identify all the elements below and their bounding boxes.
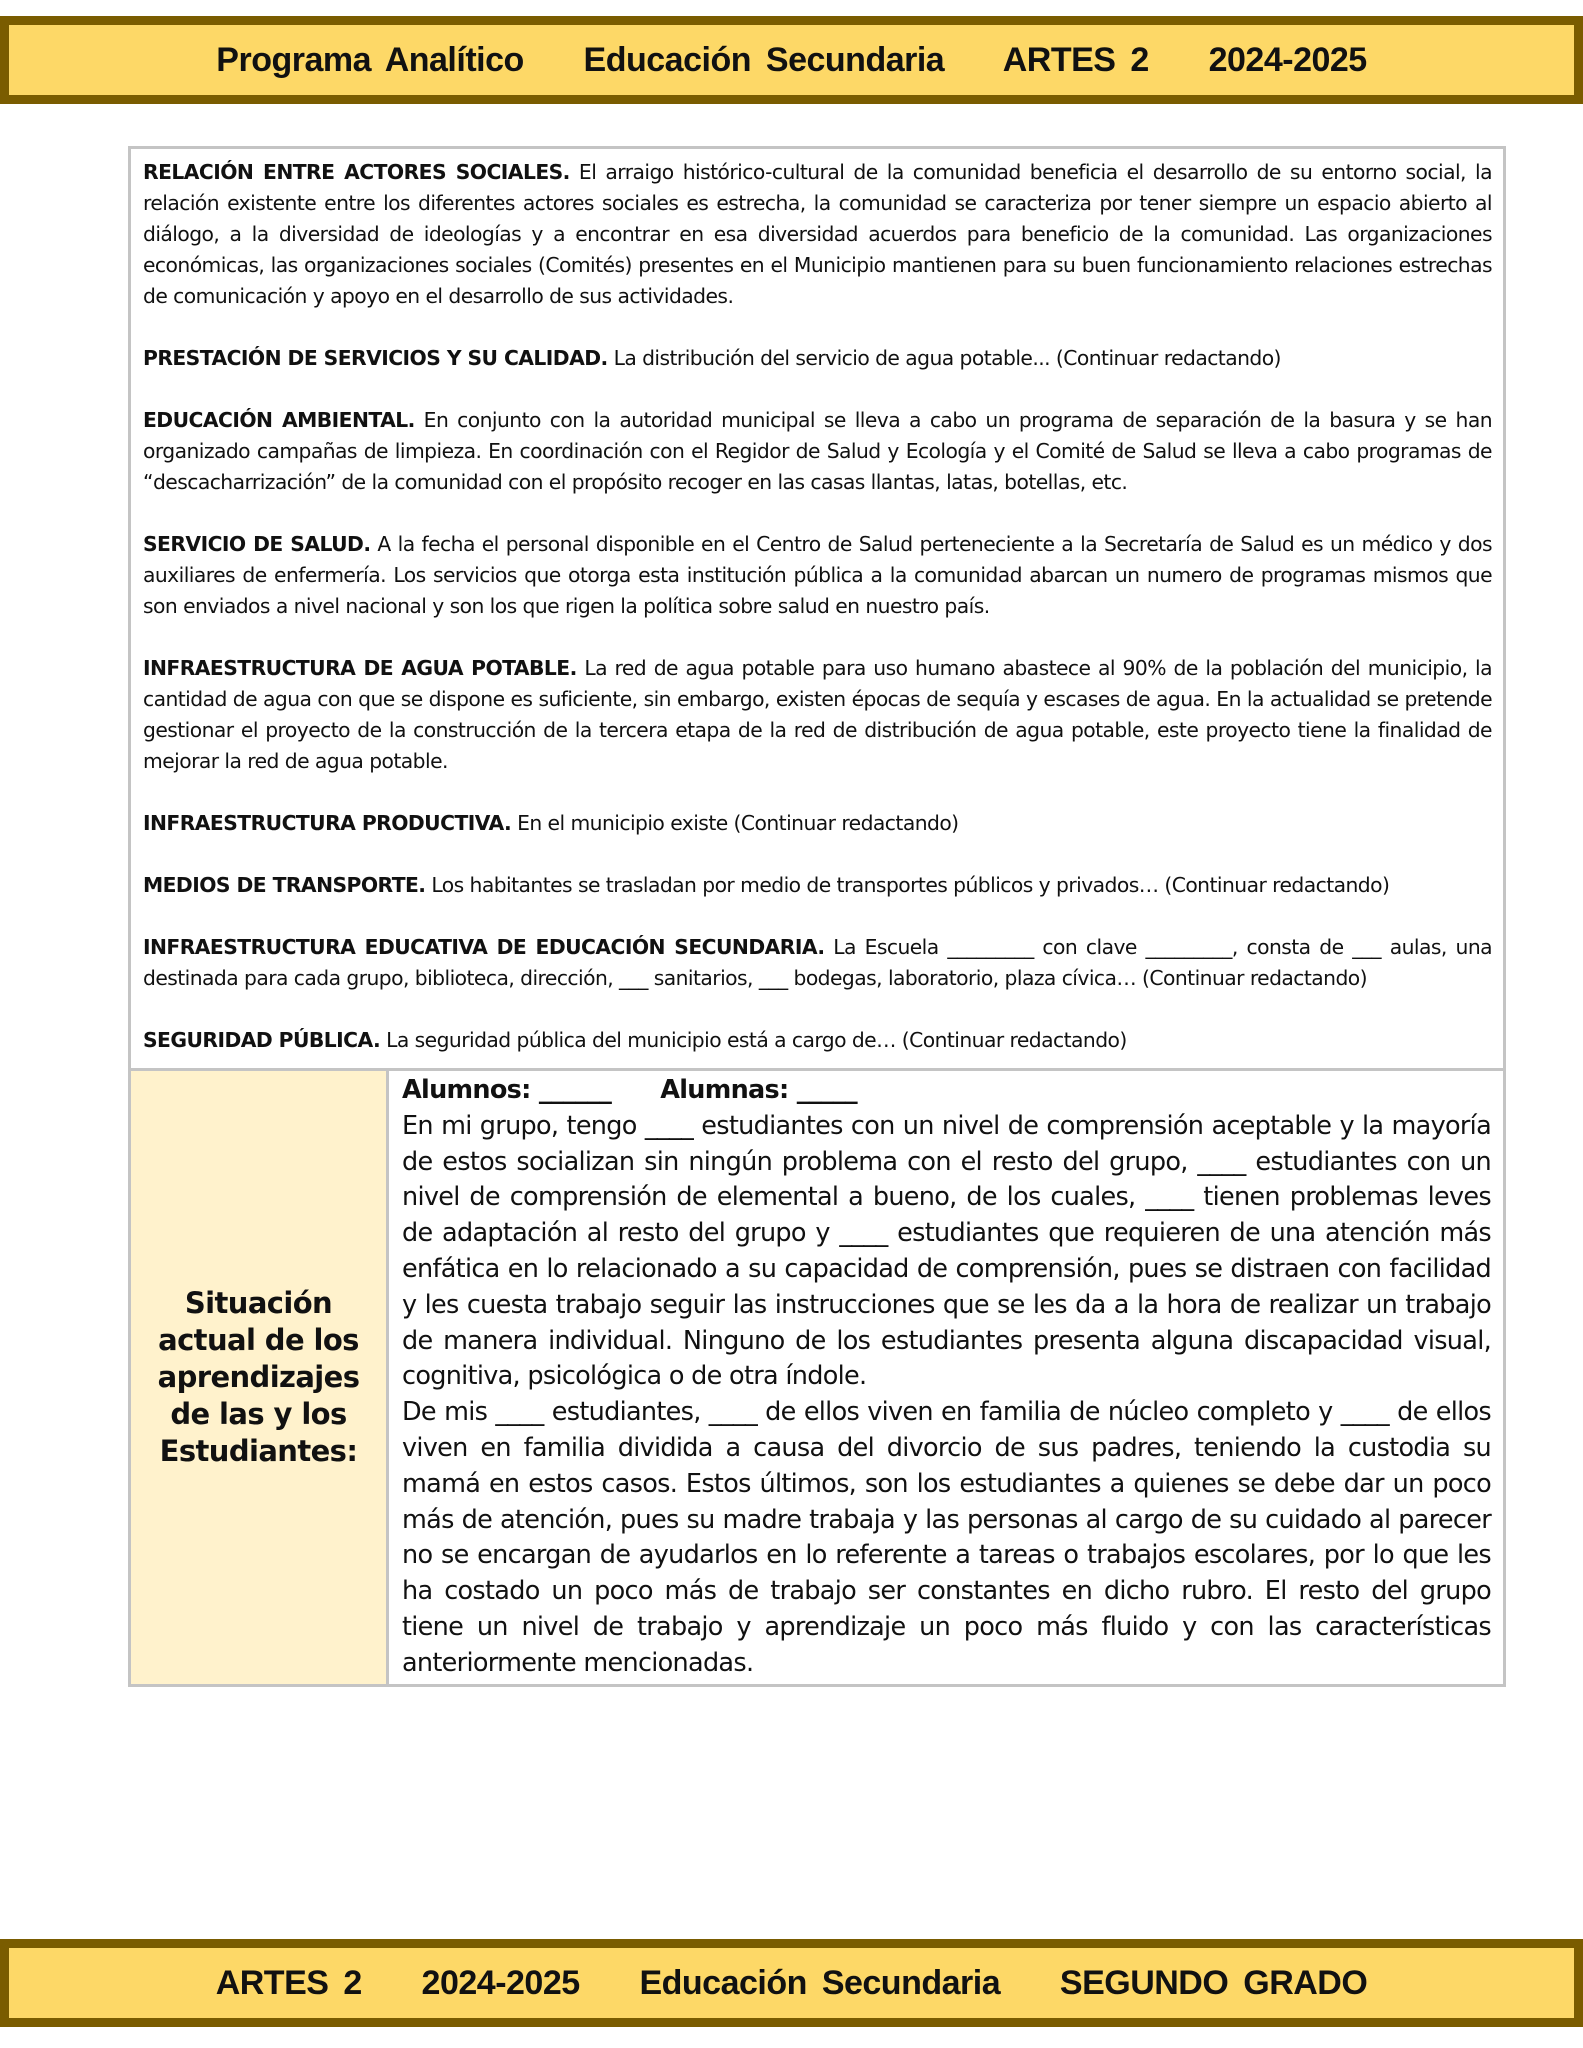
section-text: A la fecha el personal disponible en el Centro de Salud perteneciente a la Secretaría de Salud es un médico y dos auxiliares de enfermería. Los servicios que otorga esta institución pública a la comunidad abarcan un numero de programas mismos que son enviados a nivel nacional y son los que rigen la política sobre salud en nuestro país. — [143, 532, 1492, 618]
section-text: Los habitantes se trasladan por medio de transportes públicos y privados… (Continuar redactando) — [425, 873, 1390, 897]
footer-title: ARTES 2 2024-2025 Educación Secundaria SEGUNDO GRADO — [215, 1963, 1368, 2002]
section-text: La seguridad pública del municipio está a cargo de… (Continuar redactando) — [380, 1028, 1127, 1052]
section-text: En el municipio existe (Continuar redactando) — [511, 811, 959, 835]
section-heading: SEGURIDAD PÚBLICA. — [143, 1028, 381, 1052]
section-productive-infrastructure — [143, 808, 1492, 839]
content-table — [128, 146, 1506, 1687]
section-text: La red de agua potable para uso humano abastece al 90% de la población del municipio, la cantidad de agua con que se dispone es suficiente, sin embargo, existen épocas de sequía y escases de agua. En la actualidad se pretende gestionar el proyecto de la construcción de la tercera etapa de la red de distribución de agua potable, este proyecto tiene la finalidad de mejorar la red de agua potable. — [143, 656, 1492, 773]
section-environmental-education — [143, 405, 1492, 498]
student-counts: Alumnos: ______ Alumnas: _____ — [402, 1075, 857, 1105]
section-heading: MEDIOS DE TRANSPORTE. — [143, 873, 426, 897]
students-paragraph-family: De mis ____ estudiantes, ____ de ellos viven en familia de núcleo completo y ____ de ellos viven en familia dividida a causa del divorcio de sus padres, teniendo la custodia su mamá en estos casos. Estos últimos, son los estudiantes a quienes se debe dar un poco más de atención, pues su madre trabaja y las personas al cargo de su cuidado al parecer no se encargan de ayudarlos en lo referente a tareas o trabajos escolares, por lo que les ha costado un poco más de trabajo ser constantes en dicho rubro. El resto del grupo tiene un nivel de trabajo y aprendizaje un poco más fluido y con las características anteriormente mencionadas. — [402, 1397, 1491, 1678]
students-row — [131, 1071, 1503, 1684]
section-text: En conjunto con la autoridad municipal se lleva a cabo un programa de separación de la basura y se han organizado campañas de limpieza. En coordinación con el Regidor de Salud y Ecología y el Comité de Salud se lleva a cabo programas de “descacharrización” de la comunidad con el propósito recoger en las casas llantas, latas, botellas, etc. — [143, 408, 1492, 494]
students-label-cell — [131, 1071, 389, 1684]
section-heading: INFRAESTRUCTURA EDUCATIVA DE EDUCACIÓN SECUNDARIA. — [143, 935, 825, 959]
section-educational-infrastructure — [143, 932, 1492, 994]
section-health-service — [143, 529, 1492, 622]
header-banner — [0, 16, 1583, 104]
section-public-security — [143, 1025, 1492, 1056]
section-text: La distribución del servicio de agua potable... (Continuar redactando) — [607, 346, 1281, 370]
header-title: Programa Analítico Educación Secundaria ARTES 2 2024-2025 — [216, 40, 1367, 79]
section-heading: INFRAESTRUCTURA DE AGUA POTABLE. — [143, 656, 577, 680]
students-description-cell — [389, 1071, 1503, 1684]
section-water-infrastructure — [143, 653, 1492, 777]
footer-banner — [0, 1939, 1583, 2027]
context-cell — [131, 149, 1503, 1071]
section-text: El arraigo histórico-cultural de la comunidad beneficia el desarrollo de su entorno social, la relación existente entre los diferentes actores sociales es estrecha, la comunidad se caracteriza por tener siempre un espacio abierto al diálogo, a la diversidad de ideologías y a encontrar en esa diversidad acuerdos para beneficio de la comunidad. Las organizaciones económicas, las organizaciones sociales (Comités) presentes en el Municipio mantienen para su buen funcionamiento relaciones estrechas de comunicación y apoyo en el desarrollo de sus actividades. — [143, 160, 1493, 308]
section-heading: PRESTACIÓN DE SERVICIOS Y SU CALIDAD. — [143, 346, 608, 370]
section-heading: RELACIÓN ENTRE ACTORES SOCIALES. — [143, 160, 570, 184]
section-heading: SERVICIO DE SALUD. — [143, 532, 371, 556]
section-text: La Escuela _________ con clave _________, consta de ___ aulas, una destinada para cada grupo, biblioteca, dirección, ___ sanitarios, ___ bodegas, laboratorio, plaza cívica… (Continuar redactando) — [143, 935, 1492, 990]
section-social-actors — [143, 157, 1492, 312]
students-label: Situación actual de los aprendizajes de las y los Estudiantes: — [157, 1285, 360, 1468]
section-heading: INFRAESTRUCTURA PRODUCTIVA. — [143, 811, 512, 835]
section-transport — [143, 870, 1492, 901]
students-paragraph-comprehension: En mi grupo, tengo ____ estudiantes con un nivel de comprensión aceptable y la mayoría de estos socializan sin ningún problema con el resto del grupo, ____ estudiantes con un nivel de comprensión de elemental a bueno, de los cuales, ____ tienen problemas leves de adaptación al resto del grupo y ____ estudiantes que requieren de una atención más enfática en lo relacionado a su capacidad de comprensión, pues se distraen con facilidad y les cuesta trabajo seguir las instrucciones que se les da a la hora de realizar un trabajo de manera individual. Ninguno de los estudiantes presenta alguna discapacidad visual, cognitiva, psicológica o de otra índole. — [402, 1110, 1491, 1392]
section-services-quality — [143, 343, 1492, 374]
section-heading: EDUCACIÓN AMBIENTAL. — [143, 408, 415, 432]
